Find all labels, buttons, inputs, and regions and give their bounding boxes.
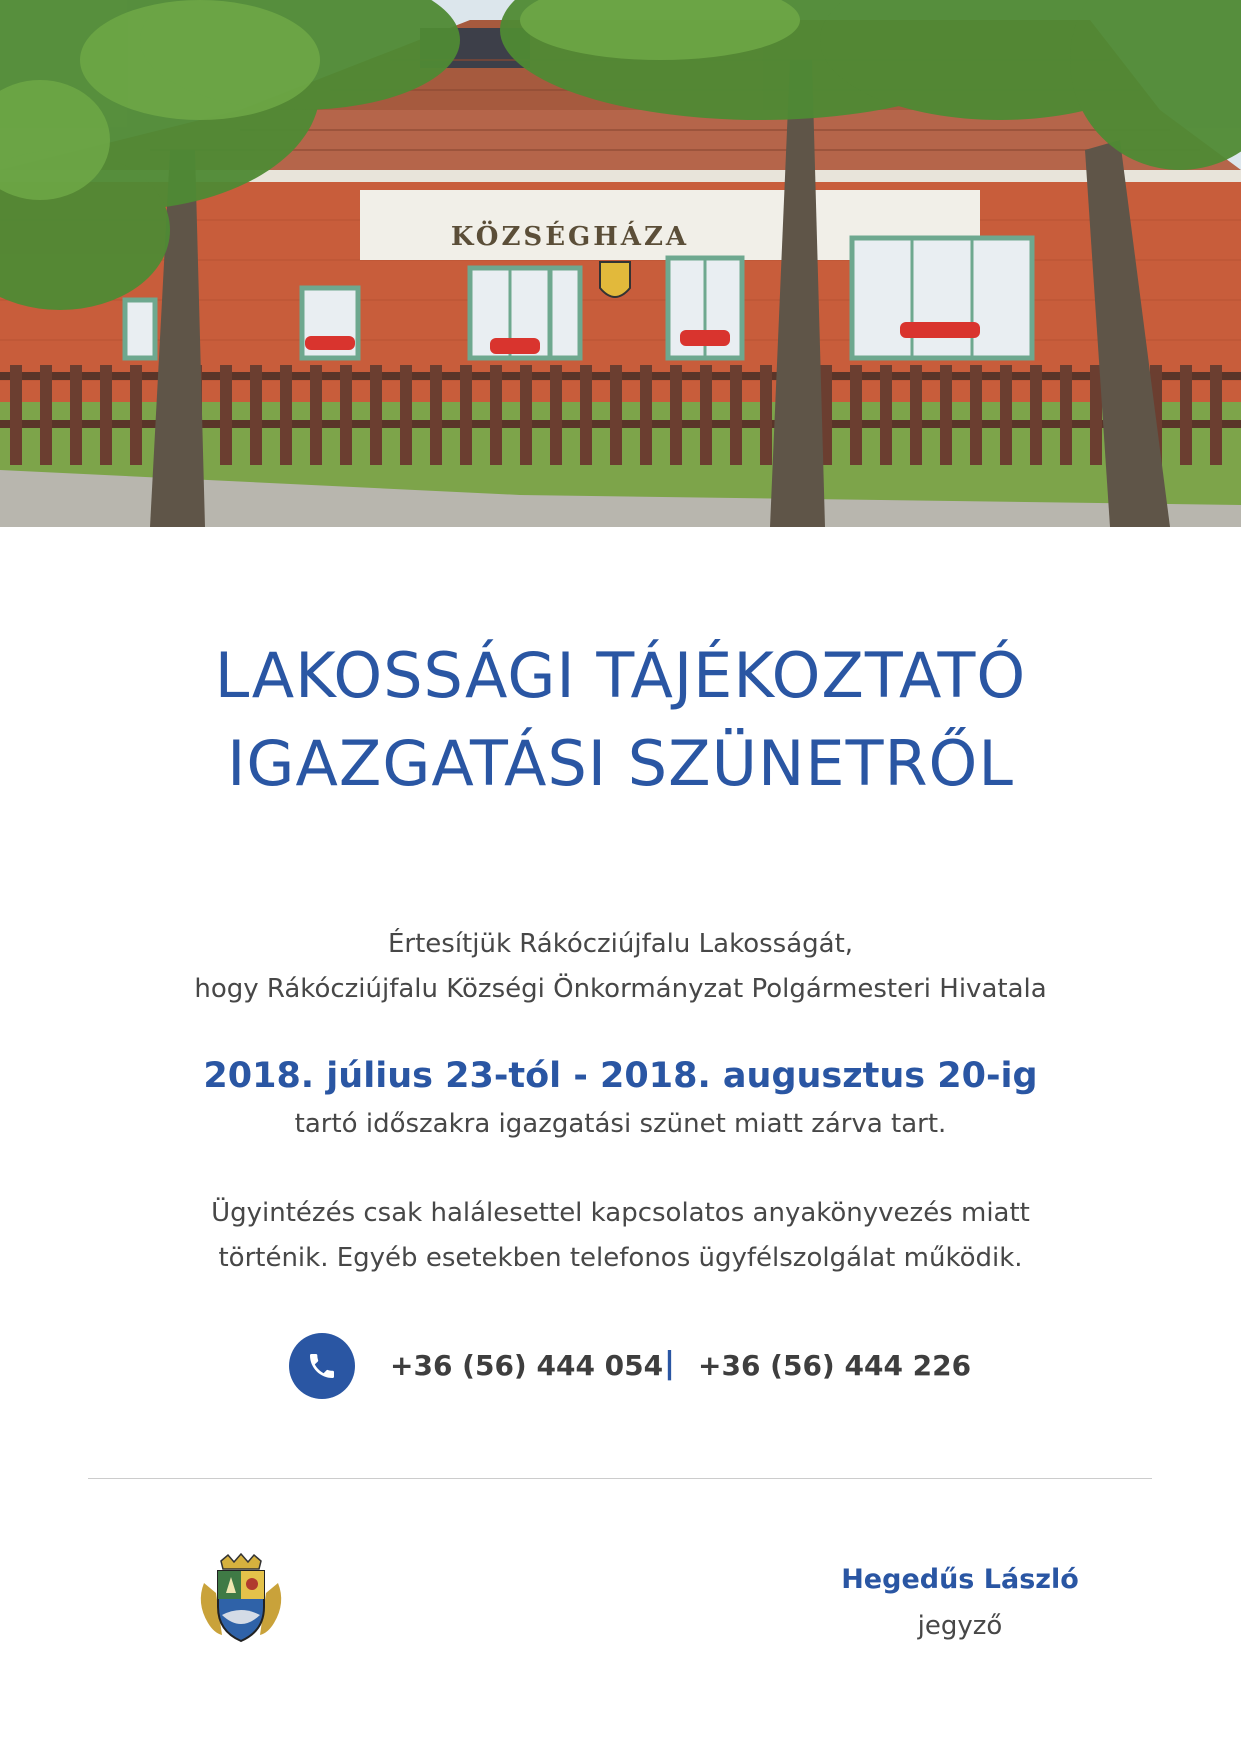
closed-line: tartó időszakra igazgatási szünet miatt zárva tart. <box>294 1109 947 1139</box>
phone-number-1[interactable]: +36 (56) 444 054 <box>390 1349 664 1382</box>
intro-line-2: hogy Rákócziújfalu Községi Önkormányzat Polgármesteri Hivatala <box>194 974 1047 1004</box>
phone-number-2[interactable]: +36 (56) 444 226 <box>698 1349 972 1382</box>
intro-paragraph <box>0 922 1241 1012</box>
intro-line-1: Értesítjük Rákócziújfalu Lakosságát, <box>387 929 854 959</box>
phone-icon <box>289 1333 355 1399</box>
closure-dates: 2018. július 23-tól - 2018. augusztus 20-ig <box>203 1056 1038 1096</box>
signer-role: jegyző <box>917 1611 1003 1641</box>
phone-separator: | <box>664 1346 675 1381</box>
page-title <box>0 632 1241 808</box>
title-line-2: IGAZGATÁSI SZÜNETRŐL <box>227 727 1014 800</box>
notice-paragraph <box>0 1191 1241 1281</box>
closed-paragraph <box>0 1102 1241 1147</box>
footer-divider <box>88 1478 1152 1479</box>
signer-name: Hegedűs László <box>841 1564 1079 1595</box>
building-sign: KÖZSÉGHÁZA <box>450 222 690 252</box>
coat-of-arms-icon <box>196 1553 286 1651</box>
title-line-1: LAKOSSÁGI TÁJÉKOZTATÓ <box>214 639 1027 712</box>
town-hall-illustration <box>0 0 1241 527</box>
header-photo <box>0 0 1241 527</box>
notice-line-1: Ügyintézés csak halálesettel kapcsolatos anyakönyvezés miatt <box>211 1198 1030 1228</box>
notice-line-2: történik. Egyéb esetekben telefonos ügyfélszolgálat működik. <box>218 1243 1023 1273</box>
